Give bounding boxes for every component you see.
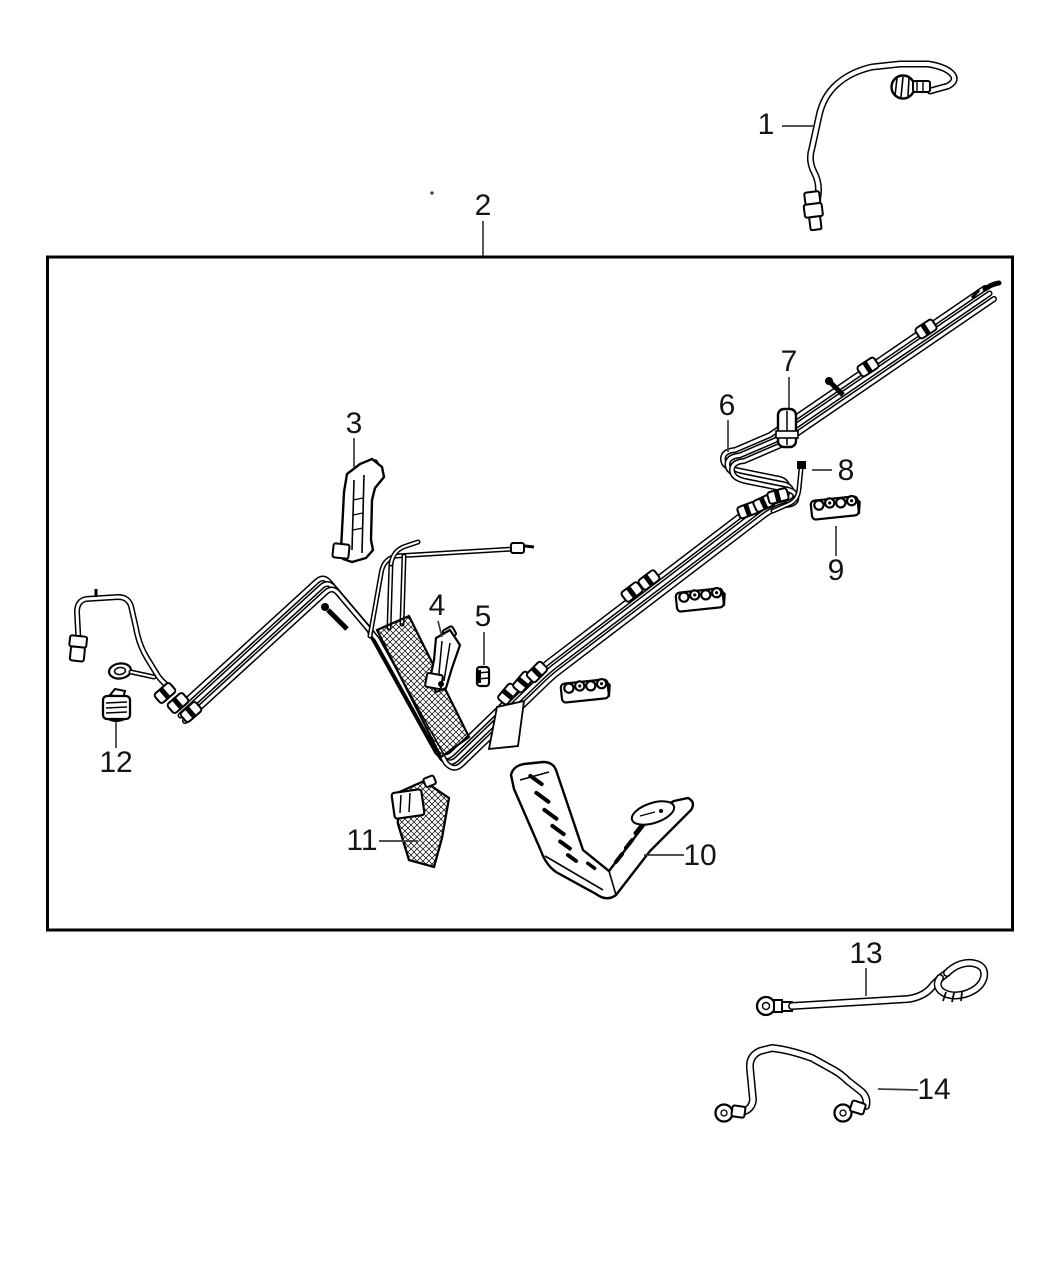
part-5-grommet <box>477 667 489 686</box>
callout-2-label: 2 <box>474 189 492 222</box>
vent-stub-cap <box>321 603 329 611</box>
line-end-tip <box>985 283 999 289</box>
callout-12-label: 12 <box>99 746 133 779</box>
vent-stub <box>328 610 347 629</box>
part-7-line-clamp <box>776 409 798 447</box>
callout-13-label: 13 <box>849 937 883 970</box>
part-9-routing-clip <box>810 495 861 520</box>
leader-lines <box>116 126 918 1090</box>
part-11-bracket-plate <box>391 775 449 867</box>
callout-7-label: 7 <box>780 345 798 378</box>
part-12-clip <box>103 689 130 721</box>
callout-4-label: 4 <box>428 589 446 622</box>
part-14-arch-hose <box>716 1048 867 1122</box>
callout-14-label: 14 <box>917 1073 951 1106</box>
routing-clip <box>560 678 611 703</box>
callout-9-label: 9 <box>827 554 845 587</box>
callout-6-label: 6 <box>718 389 736 422</box>
callout-11-label: 11 <box>346 824 378 857</box>
callout-1-label: 1 <box>757 108 775 141</box>
quick-connect-fitting <box>892 76 931 99</box>
part-1-fuel-line <box>802 64 954 231</box>
line-end-connector <box>68 635 88 662</box>
callout-5-label: 5 <box>474 600 492 633</box>
routing-clip <box>675 587 726 612</box>
part-10-heat-shield <box>511 762 693 898</box>
callout-3-label: 3 <box>345 407 363 440</box>
tube-end-fitting <box>511 543 524 553</box>
tube-cap <box>797 461 806 469</box>
callout-8-label: 8 <box>837 454 855 487</box>
callout-10-label: 10 <box>683 839 717 872</box>
tube-end-tick <box>525 546 534 547</box>
flat-strap <box>489 701 524 749</box>
vent-stub-cap <box>825 377 833 385</box>
stray-dot <box>430 191 433 194</box>
left-jumper-line <box>68 589 172 689</box>
branch-connector <box>108 662 154 680</box>
part-3-bracket <box>332 459 384 562</box>
part-13-fuel-hose <box>757 963 984 1015</box>
assembly-bounding-box <box>48 257 1013 930</box>
